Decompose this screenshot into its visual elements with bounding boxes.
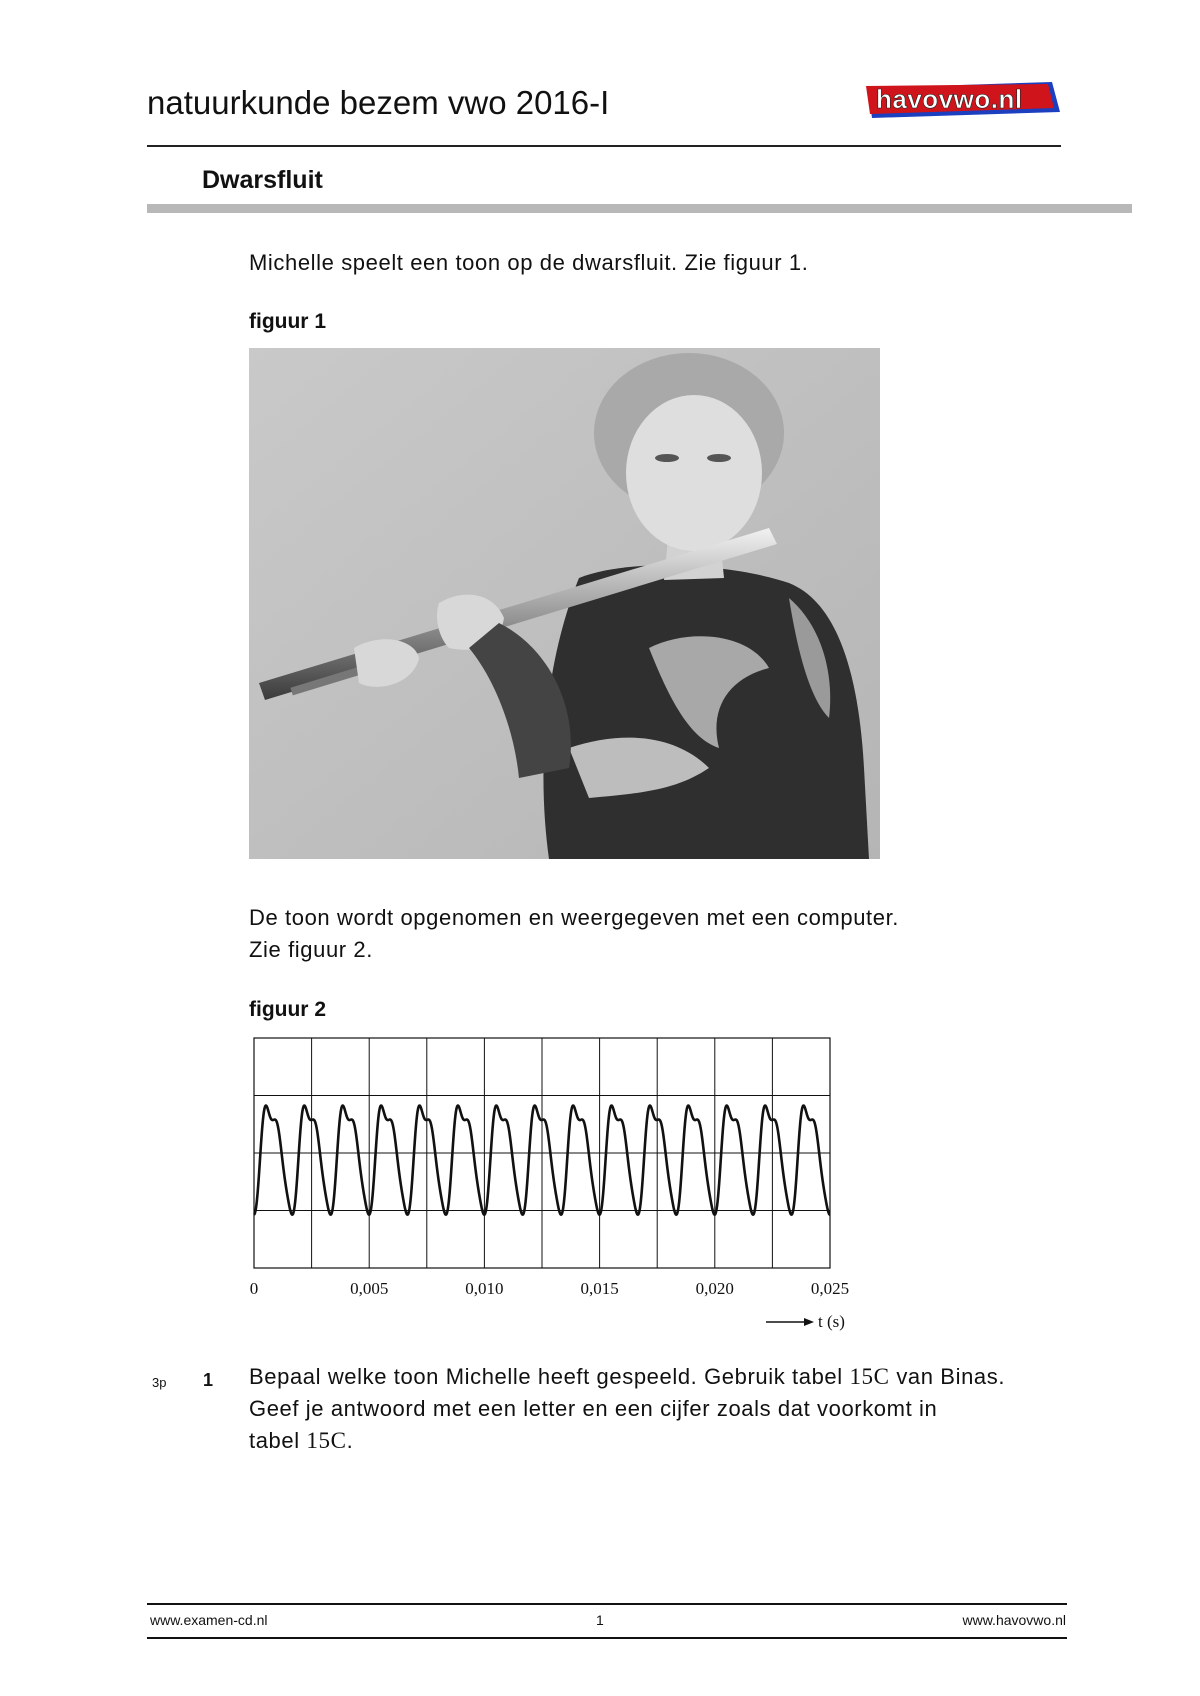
page-number: 1	[596, 1612, 604, 1628]
flute-player-photo	[249, 348, 880, 859]
para2-line1: De toon wordt opgenomen en weergegeven met een computer.	[249, 905, 899, 930]
havovwo-logo	[862, 82, 1060, 122]
question-number: 1	[203, 1370, 214, 1390]
question-line3-a: tabel	[249, 1428, 307, 1453]
question-line3-b: .	[346, 1428, 354, 1453]
footer-right-link[interactable]: www.havovwo.nl	[962, 1612, 1066, 1628]
x-tick-label: 0,015	[580, 1279, 619, 1298]
footer-rule-top	[147, 1603, 1067, 1605]
question-line2: Geef je antwoord met een letter en een cijfer zoals dat voorkomt in	[249, 1396, 938, 1421]
x-tick-label: 0,010	[465, 1279, 504, 1298]
question-text	[249, 1361, 1109, 1457]
x-axis-label: t (s)	[818, 1312, 845, 1331]
binas-table-ref-2: 15C	[306, 1428, 347, 1453]
section-title: Dwarsfluit	[202, 166, 323, 194]
intro-paragraph: Michelle speelt een toon op de dwarsfluit. Zie figuur 1.	[249, 250, 809, 275]
binas-table-ref: 15C	[849, 1364, 890, 1389]
footer-left-link[interactable]: www.examen-cd.nl	[150, 1612, 268, 1628]
x-tick-label: 0,025	[810, 1279, 850, 1298]
question-line1-a: Bepaal welke toon Michelle heeft gespeeld. Gebruik tabel	[249, 1364, 850, 1389]
section-bar	[147, 204, 1132, 213]
x-tick-label: 0,020	[695, 1279, 734, 1298]
footer-rule-bottom	[147, 1637, 1067, 1639]
para2-line2: Zie figuur 2.	[249, 937, 373, 962]
x-axis-arrow-head	[804, 1318, 814, 1326]
waveform-graph	[236, 1030, 876, 1331]
figure1-label: figuur 1	[249, 310, 326, 333]
page-header-title: natuurkunde bezem vwo 2016-I	[147, 84, 610, 121]
x-tick-label: 0,005	[350, 1279, 389, 1298]
svg-text:havovwo.nl: havovwo.nl	[876, 84, 1023, 114]
question-line1-b: van Binas.	[889, 1364, 1006, 1389]
figure2-label: figuur 2	[249, 998, 326, 1021]
question-points: 3p	[152, 1375, 167, 1390]
x-tick-label: 0	[249, 1279, 259, 1298]
header-rule	[147, 145, 1061, 147]
